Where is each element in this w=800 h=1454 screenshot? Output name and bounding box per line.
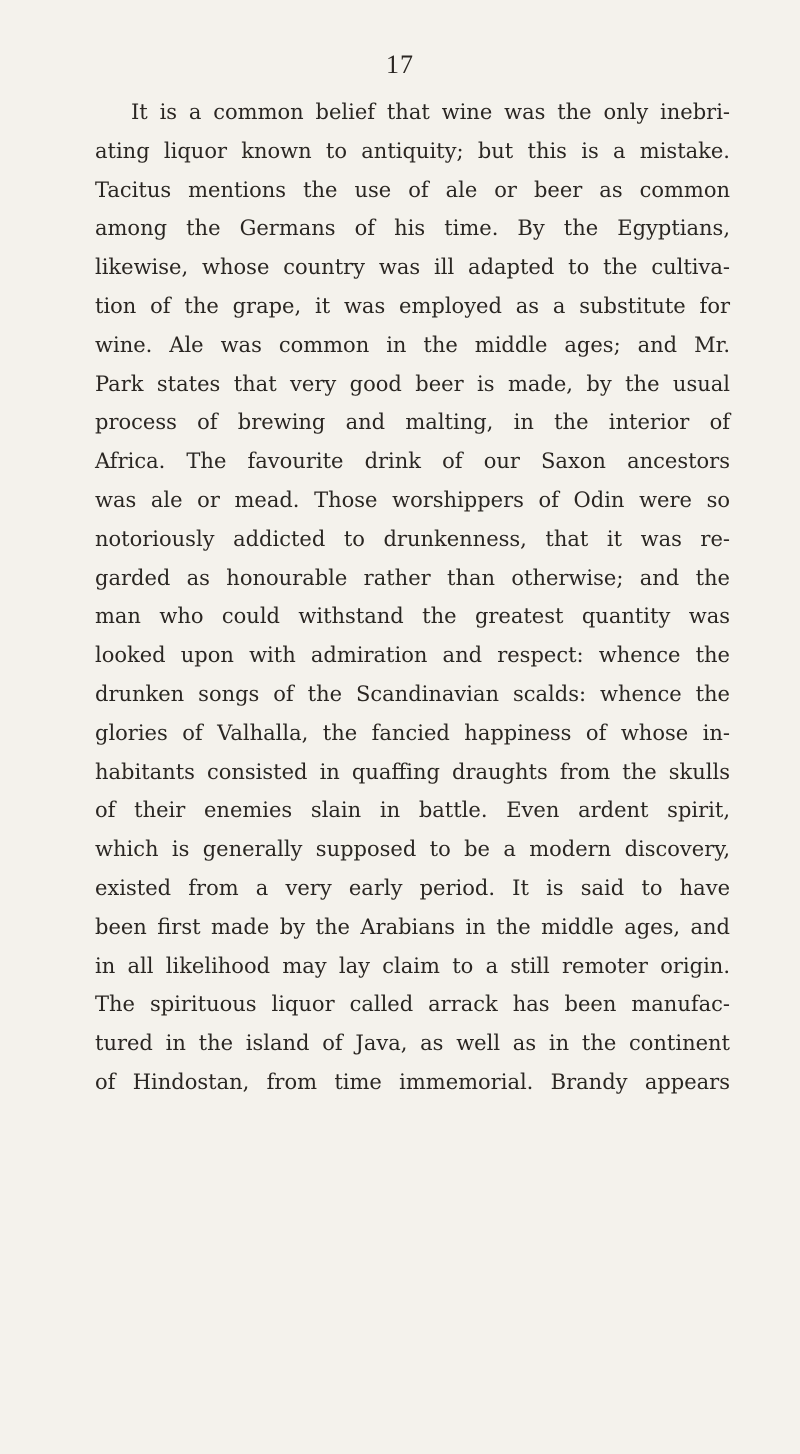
text-line: among the Germans of his time. By the Egyptians, <box>95 216 730 241</box>
text-line: The spirituous liquor called arrack has been manufac- <box>95 992 730 1017</box>
text-line: been first made by the Arabians in the middle ages, and <box>95 914 730 939</box>
text-line: drunken songs of the Scandinavian scalds: whence the <box>95 681 730 706</box>
text-line: tured in the island of Java, as well as in the continent <box>95 1031 730 1056</box>
text-line: existed from a very early period. It is said to have <box>95 875 730 900</box>
text-line: in all likelihood may lay claim to a still remoter origin. <box>95 953 730 978</box>
body-paragraph <box>95 93 730 1102</box>
text-line: man who could withstand the greatest quantity was <box>95 604 730 629</box>
text-line: Tacitus mentions the use of ale or beer as common <box>95 177 730 202</box>
text-line: was ale or mead. Those worshippers of Odin were so <box>95 487 730 512</box>
text-line: which is generally supposed to be a modern discovery, <box>95 837 730 862</box>
text-line: of Hindostan, from time immemorial. Brandy appears <box>95 1069 730 1094</box>
text-line: wine. Ale was common in the middle ages; and Mr. <box>95 332 730 357</box>
text-line: looked upon with admiration and respect: whence the <box>95 643 730 668</box>
text-line: garded as honourable rather than otherwise; and the <box>95 565 730 590</box>
text-line: Park states that very good beer is made, by the usual <box>95 371 730 396</box>
text-line: of their enemies slain in battle. Even ardent spirit, <box>95 798 730 823</box>
text-line: ating liquor known to antiquity; but this is a mistake. <box>95 138 730 163</box>
text-line: process of brewing and malting, in the interior of <box>95 410 730 435</box>
text-line: glories of Valhalla, the fancied happiness of whose in- <box>95 720 730 745</box>
text-line: tion of the grape, it was employed as a substitute for <box>95 293 730 318</box>
page-number: 17 <box>386 50 414 79</box>
text-line: notoriously addicted to drunkenness, that it was re- <box>95 526 730 551</box>
text-line: Africa. The favourite drink of our Saxon ancestors <box>95 449 730 474</box>
text-line: habitants consisted in quaffing draughts from the skulls <box>95 759 730 784</box>
text-line: likewise, whose country was ill adapted to the cultiva- <box>95 255 730 280</box>
text-line: It is a common belief that wine was the only inebri- <box>131 100 730 124</box>
